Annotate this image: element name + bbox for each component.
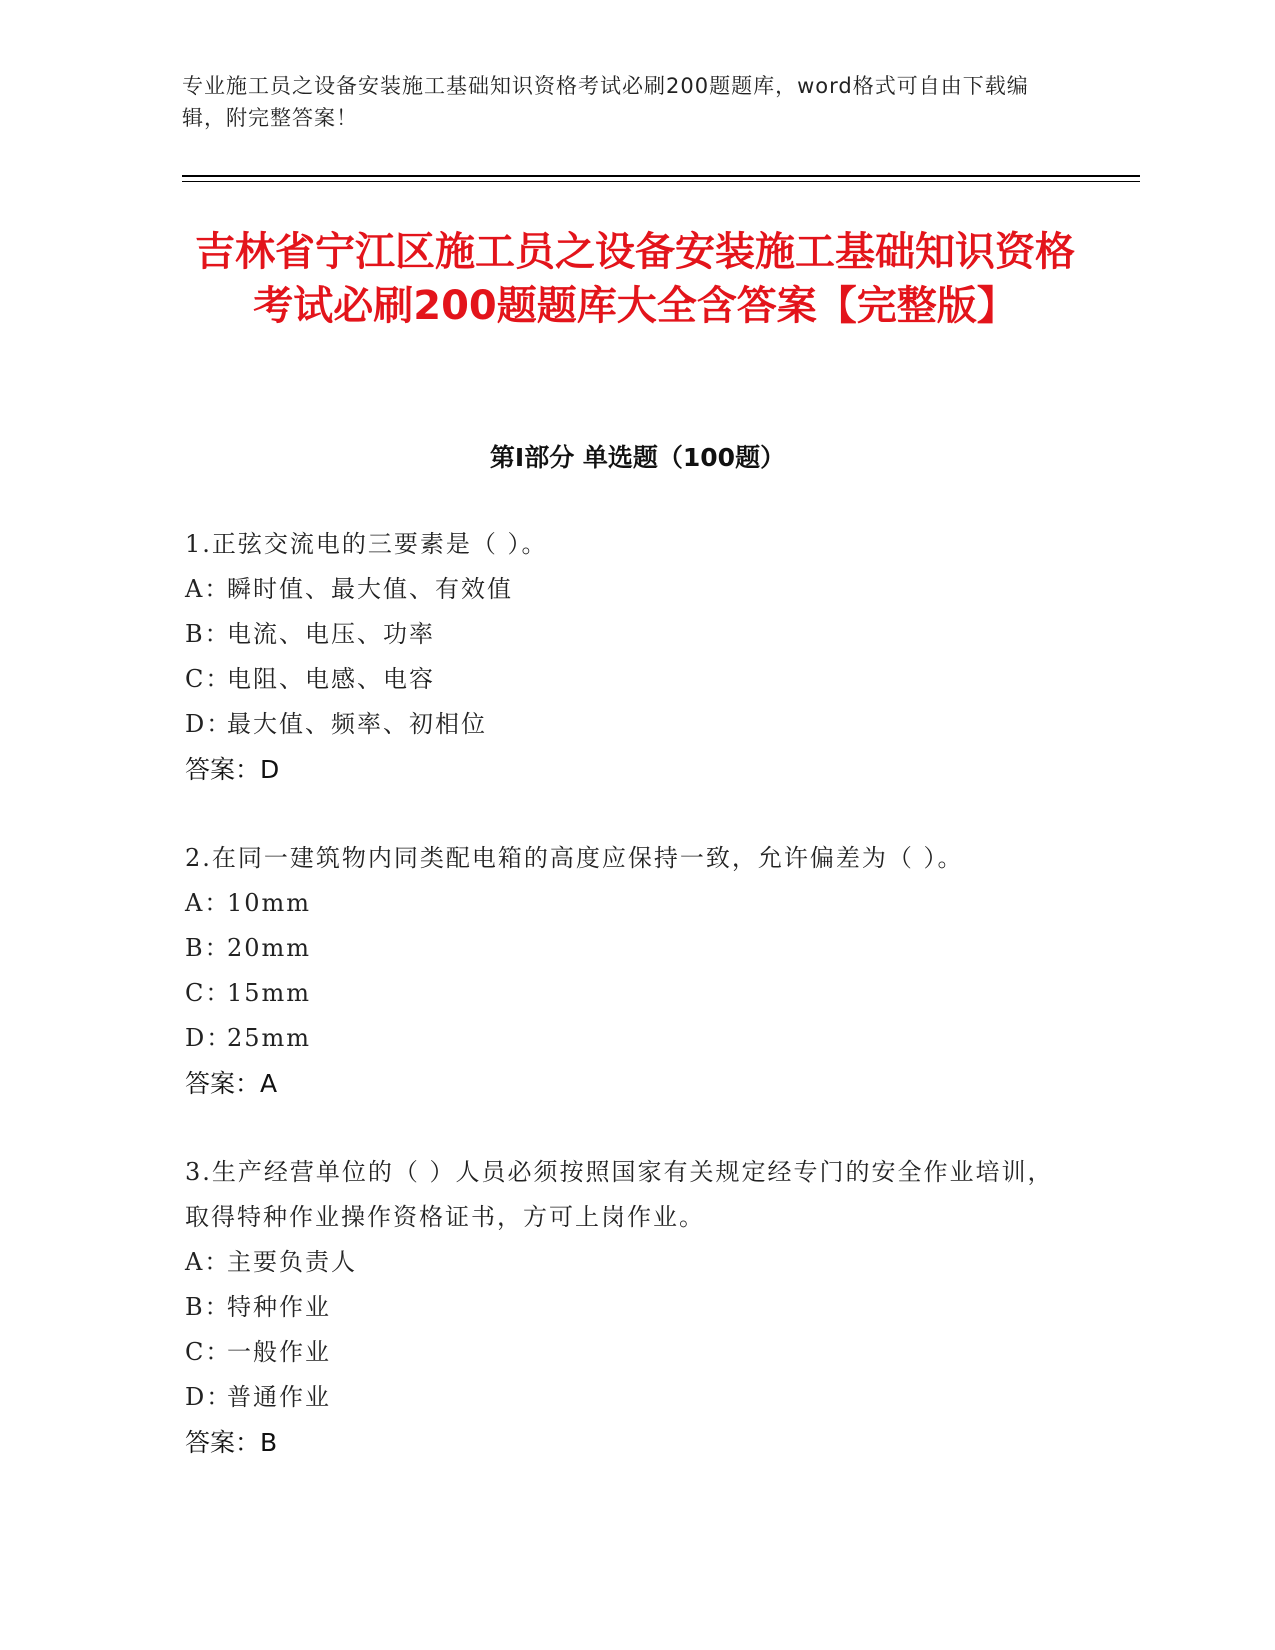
option-key: C： [185, 979, 232, 1007]
option-key: D： [185, 1024, 233, 1052]
question-stem: 3.生产经营单位的（ ）人员必须按照国家有关规定经专门的安全作业培训，取得特种作业操作资格证书，方可上岗作业。 [185, 1158, 1054, 1231]
answer-line: 答案：A [185, 1069, 278, 1098]
option-text: 10mm [227, 889, 312, 917]
question-stem: 2.在同一建筑物内同类配电箱的高度应保持一致，允许偏差为（ ）。 [185, 844, 964, 872]
answer-line: 答案：B [185, 1428, 278, 1457]
option-d [185, 1016, 1065, 1061]
option-key: B： [185, 1293, 231, 1321]
document-title: 吉林省宁江区施工员之设备安装施工基础知识资格考试必刷200题题库大全含答案【完整版】 [195, 229, 1075, 329]
question-item [185, 522, 1065, 792]
option-a [185, 567, 1065, 612]
answer-line: 答案：D [185, 755, 280, 784]
option-text: 普通作业 [227, 1383, 331, 1411]
option-key: C： [185, 665, 232, 693]
option-text: 主要负责人 [227, 1248, 357, 1276]
header-note: 专业施工员之设备安装施工基础知识资格考试必刷200题题库，word格式可自由下载编辑，附完整答案！ [182, 74, 1029, 130]
option-key: A： [185, 575, 231, 603]
option-a [185, 1240, 1065, 1285]
option-c [185, 657, 1065, 702]
option-c [185, 971, 1065, 1016]
section-heading: 第Ⅰ部分 单选题（100题） [489, 443, 786, 472]
option-text: 最大值、频率、初相位 [227, 710, 487, 738]
option-key: D： [185, 1383, 233, 1411]
question-list [185, 522, 1065, 1509]
option-text: 瞬时值、最大值、有效值 [227, 575, 513, 603]
question-item [185, 1150, 1065, 1465]
option-b [185, 612, 1065, 657]
option-key: A： [185, 1248, 231, 1276]
option-c [185, 1330, 1065, 1375]
header-rule-thick [182, 175, 1140, 177]
option-text: 25mm [227, 1024, 312, 1052]
header-rule-thin [182, 181, 1140, 182]
option-key: A： [185, 889, 231, 917]
option-b [185, 1285, 1065, 1330]
option-b [185, 926, 1065, 971]
question-item [185, 836, 1065, 1106]
option-text: 电流、电压、功率 [227, 620, 435, 648]
option-text: 一般作业 [227, 1338, 331, 1366]
option-text: 20mm [227, 934, 312, 962]
option-a [185, 881, 1065, 926]
option-key: B： [185, 934, 231, 962]
option-key: D： [185, 710, 233, 738]
option-text: 电阻、电感、电容 [227, 665, 435, 693]
option-d [185, 1375, 1065, 1420]
option-key: C： [185, 1338, 232, 1366]
option-text: 15mm [227, 979, 312, 1007]
option-text: 特种作业 [227, 1293, 331, 1321]
question-stem: 1.正弦交流电的三要素是（ ）。 [185, 530, 548, 558]
option-d [185, 702, 1065, 747]
option-key: B： [185, 620, 231, 648]
